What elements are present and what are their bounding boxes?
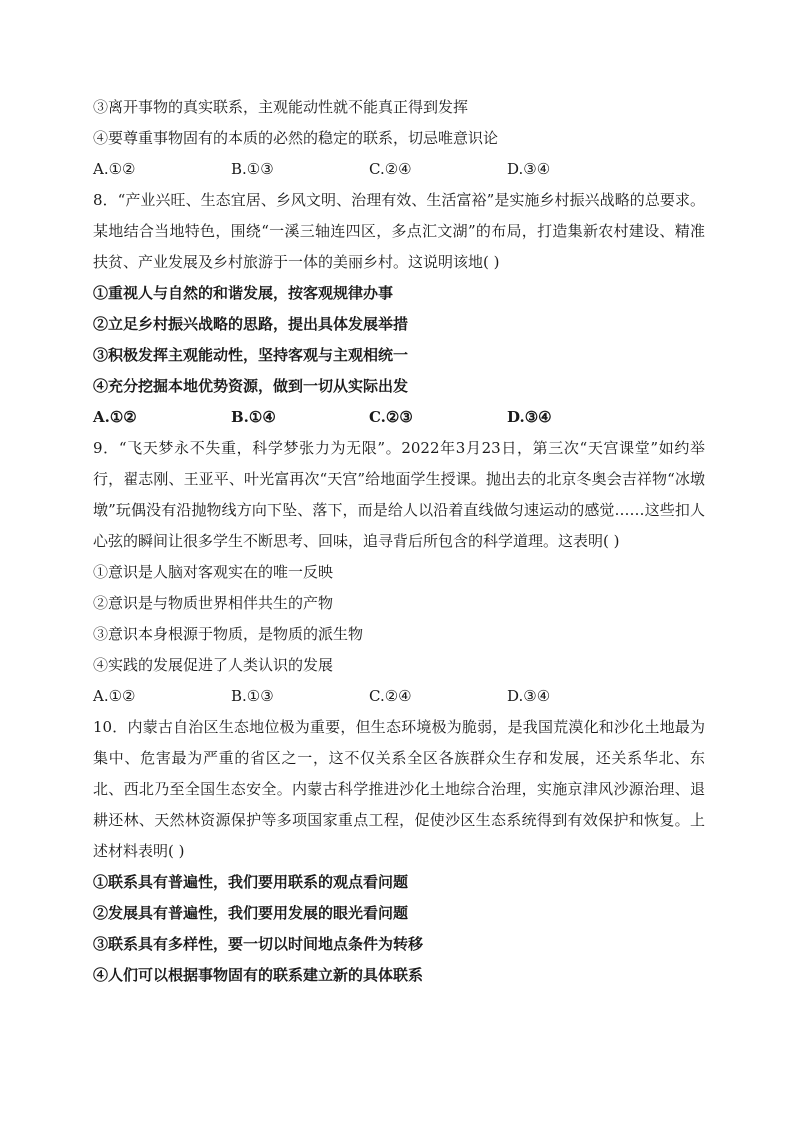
q8-option-c[interactable]: C.②③ — [369, 408, 413, 426]
q8-item-4: ④充分挖掘本地优势资源，做到一切从实际出发 — [93, 377, 409, 395]
q9-item-2: ②意识是与物质世界相伴共生的产物 — [93, 594, 334, 612]
q10-item-2: ②发展具有普遍性，我们要用发展的眼光看问题 — [93, 904, 409, 922]
q9-option-d[interactable]: D.③④ — [507, 687, 551, 705]
q8-option-a[interactable]: A.①② — [93, 408, 137, 426]
q9-option-c[interactable]: C.②④ — [369, 687, 412, 705]
q7-options — [93, 154, 705, 185]
q8-options — [93, 402, 705, 433]
q10-item-4: ④人们可以根据事物固有的联系建立新的具体联系 — [93, 966, 424, 984]
q7-option-d[interactable]: D.③④ — [507, 160, 551, 178]
q8-item-1: ①重视人与自然的和谐发展，按客观规律办事 — [93, 284, 394, 302]
page-content — [93, 92, 705, 991]
q10-stem: 10．内蒙古自治区生态地位极为重要，但生态环境极为脆弱，是我国荒漠化和沙化土地最为集中、危害最为严重的省区之一，这不仅关系全区各族群众生存和发展，还关系华北、东北、西北乃至全国生态安全。内蒙古科学推进沙化土地综合治理，实施京津风沙源治理、退耕还林、天然林资源保护等多项国家重点工程，促使沙区生态系统得到有效保护和恢复。上述材料表明( ) — [93, 718, 705, 860]
q9-option-a[interactable]: A.①② — [93, 687, 136, 705]
q10-item-1: ①联系具有普遍性，我们要用联系的观点看问题 — [93, 873, 409, 891]
q8-item-3: ③积极发挥主观能动性，坚持客观与主观相统一 — [93, 346, 409, 364]
q9-item-3: ③意识本身根源于物质，是物质的派生物 — [93, 625, 364, 643]
q9-item-1: ①意识是人脑对客观实在的唯一反映 — [93, 563, 334, 581]
q8-option-d[interactable]: D.③④ — [507, 408, 552, 426]
q8-stem: 8．“产业兴旺、生态宜居、乡风文明、治理有效、生活富裕”是实施乡村振兴战略的总要求。某地结合当地特色，围绕“一溪三轴连四区，多点汇文湖”的布局，打造集新农村建设、精准扶贫、产业发展及乡村旅游于一体的美丽乡村。这说明该地( ) — [93, 191, 705, 271]
q9-stem: 9．“飞天梦永不失重，科学梦张力为无限”。2022年3月23日，第三次“天宫课堂”如约举行，翟志刚、王亚平、叶光富再次“天宫”给地面学生授课。抛出去的北京冬奥会吉祥物“冰墩墩”玩偶没有沿抛物线方向下坠、落下，而是给人以沿着直线做匀速运动的感觉……这些扣人心弦的瞬间让很多学生不断思考、回味，追寻背后所包含的科学道理。这表明( ) — [93, 439, 705, 550]
q10-item-3: ③联系具有多样性，要一切以时间地点条件为转移 — [93, 935, 424, 953]
q7-item-3: ③离开事物的真实联系，主观能动性就不能真正得到发挥 — [93, 98, 469, 116]
q9-item-4: ④实践的发展促进了人类认识的发展 — [93, 656, 334, 674]
q7-option-c[interactable]: C.②④ — [369, 160, 412, 178]
q8-option-b[interactable]: B.①④ — [231, 408, 276, 426]
q7-item-4: ④要尊重事物固有的本质的必然的稳定的联系，切忌唯意识论 — [93, 129, 499, 147]
q9-option-b[interactable]: B.①③ — [231, 687, 274, 705]
q7-option-a[interactable]: A.①② — [93, 160, 136, 178]
q8-item-2: ②立足乡村振兴战略的思路，提出具体发展举措 — [93, 315, 409, 333]
q7-option-b[interactable]: B.①③ — [231, 160, 274, 178]
q9-options — [93, 681, 705, 712]
